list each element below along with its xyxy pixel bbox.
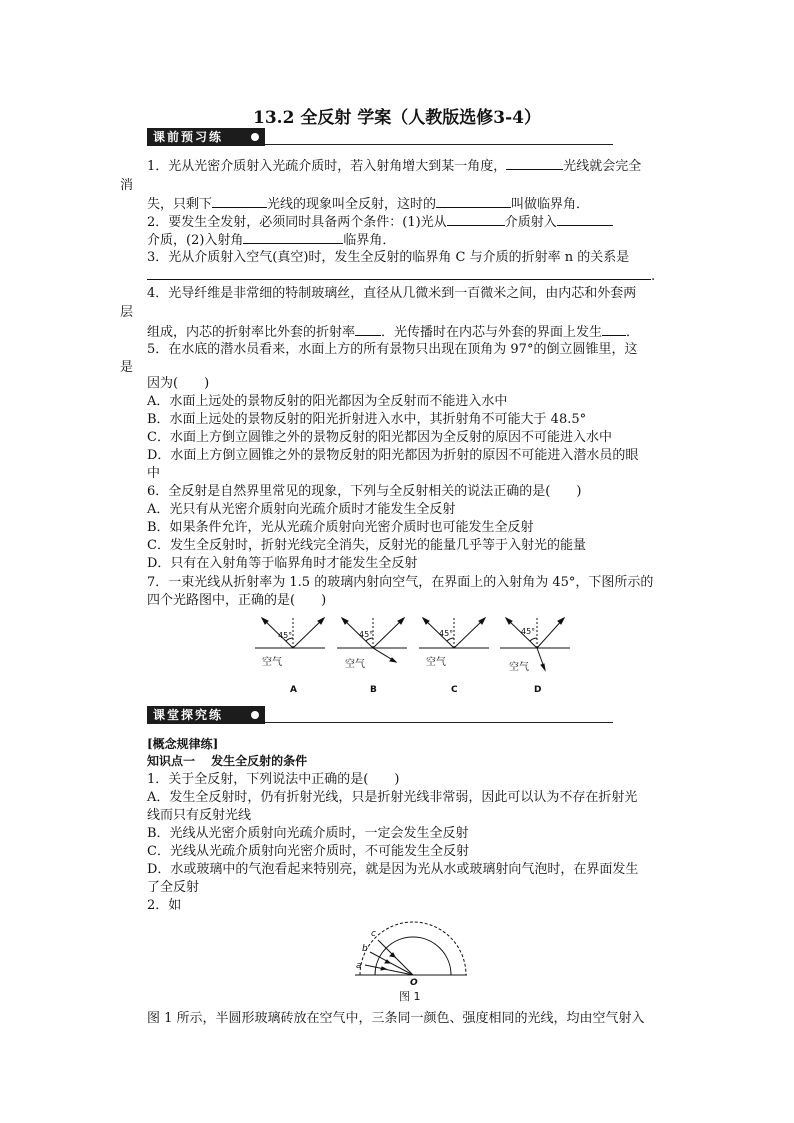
q5-wrap: 是 xyxy=(120,360,134,375)
section-rule xyxy=(265,144,613,145)
diagram-b xyxy=(337,618,407,662)
q6-stem: 6．全反射是自然界里常见的现象，下列与全反射相关的说法正确的是( ) xyxy=(147,484,582,499)
p2-q1-option-d: D．水或玻璃中的气泡看起来特别亮，就是因为光从水或玻璃射向气泡时，在界面发生 xyxy=(147,862,639,877)
q2-line1: 2．要发生全发射，必须同时具备两个条件：(1)光从 介质射入 xyxy=(147,214,613,230)
ray-label-b: b xyxy=(362,944,368,954)
answer-blank xyxy=(447,214,505,226)
answer-blank xyxy=(147,268,651,280)
q1-line2: 失，只剩下 光线的现象叫全反射，这时的 叫做临界角． xyxy=(147,197,590,212)
q5-option-d-wrap: 中 xyxy=(147,466,161,481)
section-label: 课前预习练 xyxy=(147,128,265,146)
angle-label: 45° xyxy=(359,630,374,639)
angle-label: 45° xyxy=(439,629,454,638)
q7-light-path-figure xyxy=(240,612,570,696)
q6-option-d: D．只有在入射角等于临界角时才能发生全反射 xyxy=(147,556,418,571)
knowledge-point: 知识点一 发生全反射的条件 xyxy=(147,754,308,768)
angle-label: 45° xyxy=(278,631,293,640)
bullet-dot-icon xyxy=(251,133,259,141)
option-label: A xyxy=(290,685,297,695)
diagram-c xyxy=(419,618,489,648)
answer-blank xyxy=(436,196,511,208)
q5-option-d: D．水面上方倒立圆锥之外的景物反射的阳光都因为折射的原因不可能进入潜水员的眼 xyxy=(147,448,639,463)
origin-label: O xyxy=(410,978,418,988)
q4-wrap: 层 xyxy=(120,305,134,320)
q6-option-c: C．发生全反射时，折射光线完全消失，反射光的能量几乎等于入射光的能量 xyxy=(147,538,586,553)
q3-line1: 3．光从介质射入空气(真空)时，发生全反射的临界角 C 与介质的折射率 n 的关系是 xyxy=(147,250,630,265)
q5-option-c: C．水面上方倒立圆锥之外的景物反射的阳光都因为全反射的原因不可能进入水中 xyxy=(147,430,612,445)
p2-q2-body: 图 1 所示，半圆形玻璃砖放在空气中，三条同一颜色、强度相同的光线，均由空气射入 xyxy=(147,1011,645,1026)
q4-line2: 组成，内芯的折射率比外套的折射率 ．光传播时在内芯与外套的界面上发生 ． xyxy=(147,325,640,340)
option-label: B xyxy=(370,685,377,695)
q5-stem2: 因为( ) xyxy=(147,376,210,391)
option-label: D xyxy=(534,685,542,695)
air-label: 空气 xyxy=(345,659,365,670)
figure-1-semicircle xyxy=(345,918,475,1008)
q2-line2: 介质，(2)入射角 临界角． xyxy=(147,233,396,248)
q1-line1: 1．光从光密介质射入光疏介质时，若入射角增大到某一角度， 光线就会完全 xyxy=(147,159,642,174)
option-label: C xyxy=(451,685,458,695)
angle-label: 45° xyxy=(521,627,536,636)
answer-blank xyxy=(243,232,343,244)
section-label: 课堂探究练 xyxy=(147,706,265,724)
section-rule xyxy=(265,722,613,723)
answer-blank xyxy=(602,324,626,336)
q5-option-b: B．水面上远处的景物反射的阳光折射进入水中，其折射角不可能大于 48.5° xyxy=(147,412,587,427)
subsection-heading: [概念规律练] xyxy=(147,737,219,751)
q5-option-a: A．水面上远处的景物反射的阳光都因为全反射而不能进入水中 xyxy=(147,394,508,409)
q1-wrap: 消 xyxy=(120,178,134,193)
q4-line1: 4．光导纤维是非常细的特制玻璃丝，直径从几微米到一百微米之间，由内芯和外套两 xyxy=(147,286,637,301)
q5-stem: 5．在水底的潜水员看来，水面上方的所有景物只出现在顶角为 97°的倒立圆锥里，这 xyxy=(147,342,638,357)
air-label: 空气 xyxy=(509,662,529,673)
p2-q1-option-a-wrap: 线而只有反射光线 xyxy=(147,808,252,823)
answer-blank xyxy=(557,214,613,226)
p2-q1-option-a: A．发生全反射时，仍有折射光线，只是折射光线非常弱，因此可以认为不存在折射光 xyxy=(147,790,638,805)
q6-option-a: A．光只有从光密介质射向光疏介质时才能发生全反射 xyxy=(147,502,456,517)
q6-option-b: B．如果条件允许，光从光疏介质射向光密介质时也可能发生全反射 xyxy=(147,520,534,535)
air-label: 空气 xyxy=(262,657,282,668)
p2-q1-option-c: C．光线从光疏介质射向光密介质时，不可能发生全反射 xyxy=(147,844,469,859)
answer-blank xyxy=(355,324,381,336)
ray-label-c: c xyxy=(371,929,376,939)
bullet-dot-icon xyxy=(251,711,259,719)
q3-line2: . xyxy=(147,268,655,284)
q7-stem2: 四个光路图中，正确的是( ) xyxy=(147,593,327,608)
answer-blank xyxy=(506,158,563,170)
page-title: 13.2 全反射 学案（人教版选修3-4） xyxy=(253,108,541,128)
figure-caption: 图 1 xyxy=(399,990,421,1003)
q7-stem: 7．一束光线从折射率为 1.5 的玻璃内射向空气，在界面上的入射角为 45°，下图所示的 xyxy=(147,575,654,590)
p2-q2-stem: 2．如 xyxy=(147,898,182,913)
p2-q1-option-d-wrap: 了全反射 xyxy=(147,880,200,895)
answer-blank xyxy=(212,196,267,208)
p2-q1-option-b: B．光线从光密介质射向光疏介质时，一定会发生全反射 xyxy=(147,826,469,841)
ray-label-a: a xyxy=(356,961,362,971)
p2-q1-stem: 1．关于全反射，下列说法中正确的是( ) xyxy=(147,772,400,787)
air-label: 空气 xyxy=(426,657,446,668)
